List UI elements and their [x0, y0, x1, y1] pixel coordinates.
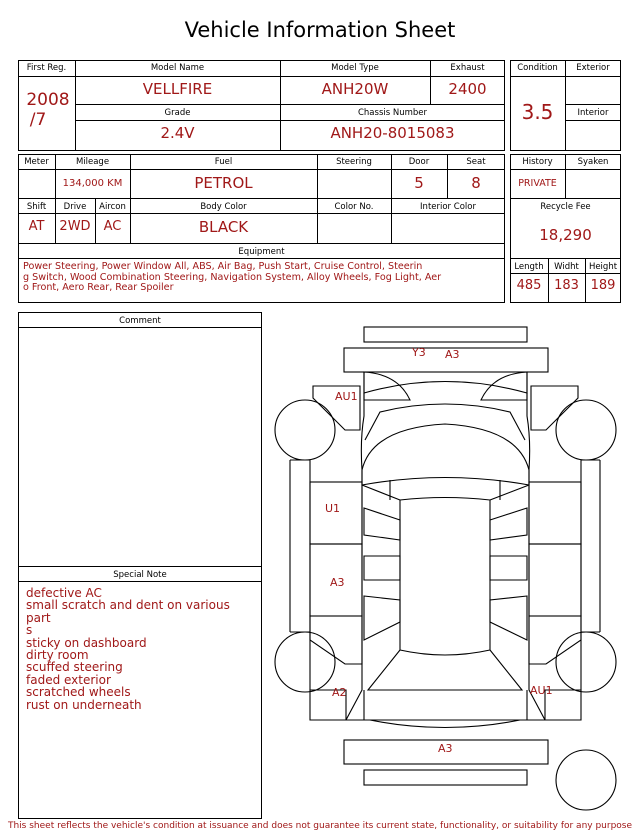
special-note-label: Special Note	[113, 570, 167, 580]
aircon-label: Aircon	[99, 202, 126, 212]
steering-label: Steering	[336, 157, 372, 167]
special-note-item: scuffed steering	[26, 660, 123, 675]
equipment-line: Power Steering, Power Window All, ABS, Air Bag, Push Start, Cruise Control, Steerin	[23, 261, 423, 272]
equipment-list	[23, 262, 503, 294]
height-value: 189	[590, 278, 616, 293]
syaken-label: Syaken	[577, 157, 609, 167]
exhaust-label: Exhaust	[450, 63, 485, 73]
first-reg-year: 2008	[26, 90, 70, 110]
aircon-value: AC	[103, 219, 122, 234]
model-type-value: ANH20W	[321, 80, 389, 98]
model-name-label: Model Name	[150, 63, 205, 73]
damage-labels	[325, 346, 553, 755]
length-value: 485	[516, 278, 542, 293]
damage-mark-left-front-door: U1	[325, 502, 341, 515]
shift-value: AT	[28, 219, 45, 234]
drive-value: 2WD	[59, 219, 91, 234]
body-color-value: BLACK	[198, 218, 249, 236]
special-note-item: faded exterior	[26, 672, 111, 687]
damage-mark-left-rear-door: A3	[330, 576, 345, 589]
special-notes-list	[26, 587, 258, 711]
history-label: History	[522, 157, 553, 167]
car-damage-diagram	[268, 318, 628, 818]
special-note-item: sticky on dashboard	[26, 635, 147, 650]
model-name-value: VELLFIRE	[142, 80, 213, 98]
first-reg-month: /7	[29, 110, 47, 130]
equipment-line: g Switch, Wood Combination Steering, Navigation System, Alloy Wheels, Fog Light, Aer	[23, 271, 442, 283]
first-reg-label: First Reg.	[26, 63, 67, 73]
damage-mark-front-bumper-2: A3	[445, 348, 460, 361]
grade-label: Grade	[164, 108, 191, 118]
disclaimer-footer: This sheet reflects the vehicle's condition at issuance and does not guarantee its current state, functionality, or suitability for any purpose	[7, 821, 633, 831]
drive-label: Drive	[63, 202, 87, 212]
width-label: Widht	[554, 262, 579, 272]
special-note-item: small scratch and dent on various part	[26, 598, 230, 625]
special-note-item: defective AC	[26, 586, 102, 600]
grade-value: 2.4V	[160, 124, 195, 142]
damage-mark-front-bumper-1: Y3	[412, 346, 426, 359]
door-value: 5	[414, 174, 424, 192]
special-note-item: scratched wheels	[26, 685, 131, 700]
comment-label: Comment	[119, 316, 161, 326]
equipment-line: o Front, Aero Rear, Rear Spoiler	[23, 282, 174, 293]
damage-mark-front-left-fender: AU1	[335, 390, 358, 403]
fuel-value: PETROL	[194, 174, 253, 192]
special-note-item: dirty room	[26, 648, 89, 663]
condition-score: 3.5	[521, 100, 554, 124]
interior-color-label: Interior Color	[420, 202, 476, 212]
meter-label: Meter	[24, 157, 49, 167]
model-type-label: Model Type	[331, 63, 379, 73]
color-no-label: Color No.	[334, 202, 374, 212]
seat-label: Seat	[466, 157, 486, 167]
length-label: Length	[514, 262, 544, 272]
equipment-label: Equipment	[238, 247, 285, 257]
sheet-title: Vehicle Information Sheet	[184, 18, 456, 42]
recycle-fee-value: 18,290	[539, 226, 592, 244]
shift-label: Shift	[26, 202, 47, 212]
chassis-value: ANH20-8015083	[330, 124, 455, 142]
exterior-label: Exterior	[576, 63, 610, 73]
damage-mark-right-rear-fender: AU1	[530, 684, 553, 697]
condition-label: Condition	[517, 63, 558, 73]
seat-value: 8	[471, 174, 481, 192]
special-note-item: s	[26, 623, 33, 638]
exhaust-value: 2400	[448, 80, 487, 98]
damage-mark-left-rear-fender: A2	[332, 686, 347, 699]
chassis-label: Chassis Number	[357, 108, 428, 118]
history-value: PRIVATE	[518, 178, 557, 189]
fuel-label: Fuel	[214, 157, 233, 167]
interior-label: Interior	[577, 108, 609, 118]
special-note-item: rust on underneath	[26, 697, 142, 712]
door-label: Door	[408, 157, 430, 167]
body-color-label: Body Color	[200, 202, 247, 212]
width-value: 183	[554, 278, 579, 293]
damage-mark-rear-bumper: A3	[438, 742, 453, 755]
mileage-label: Mileage	[75, 157, 110, 167]
mileage-value: 134,000 KM	[62, 178, 123, 189]
recycle-fee-label: Recycle Fee	[540, 202, 591, 212]
height-label: Height	[588, 262, 618, 272]
